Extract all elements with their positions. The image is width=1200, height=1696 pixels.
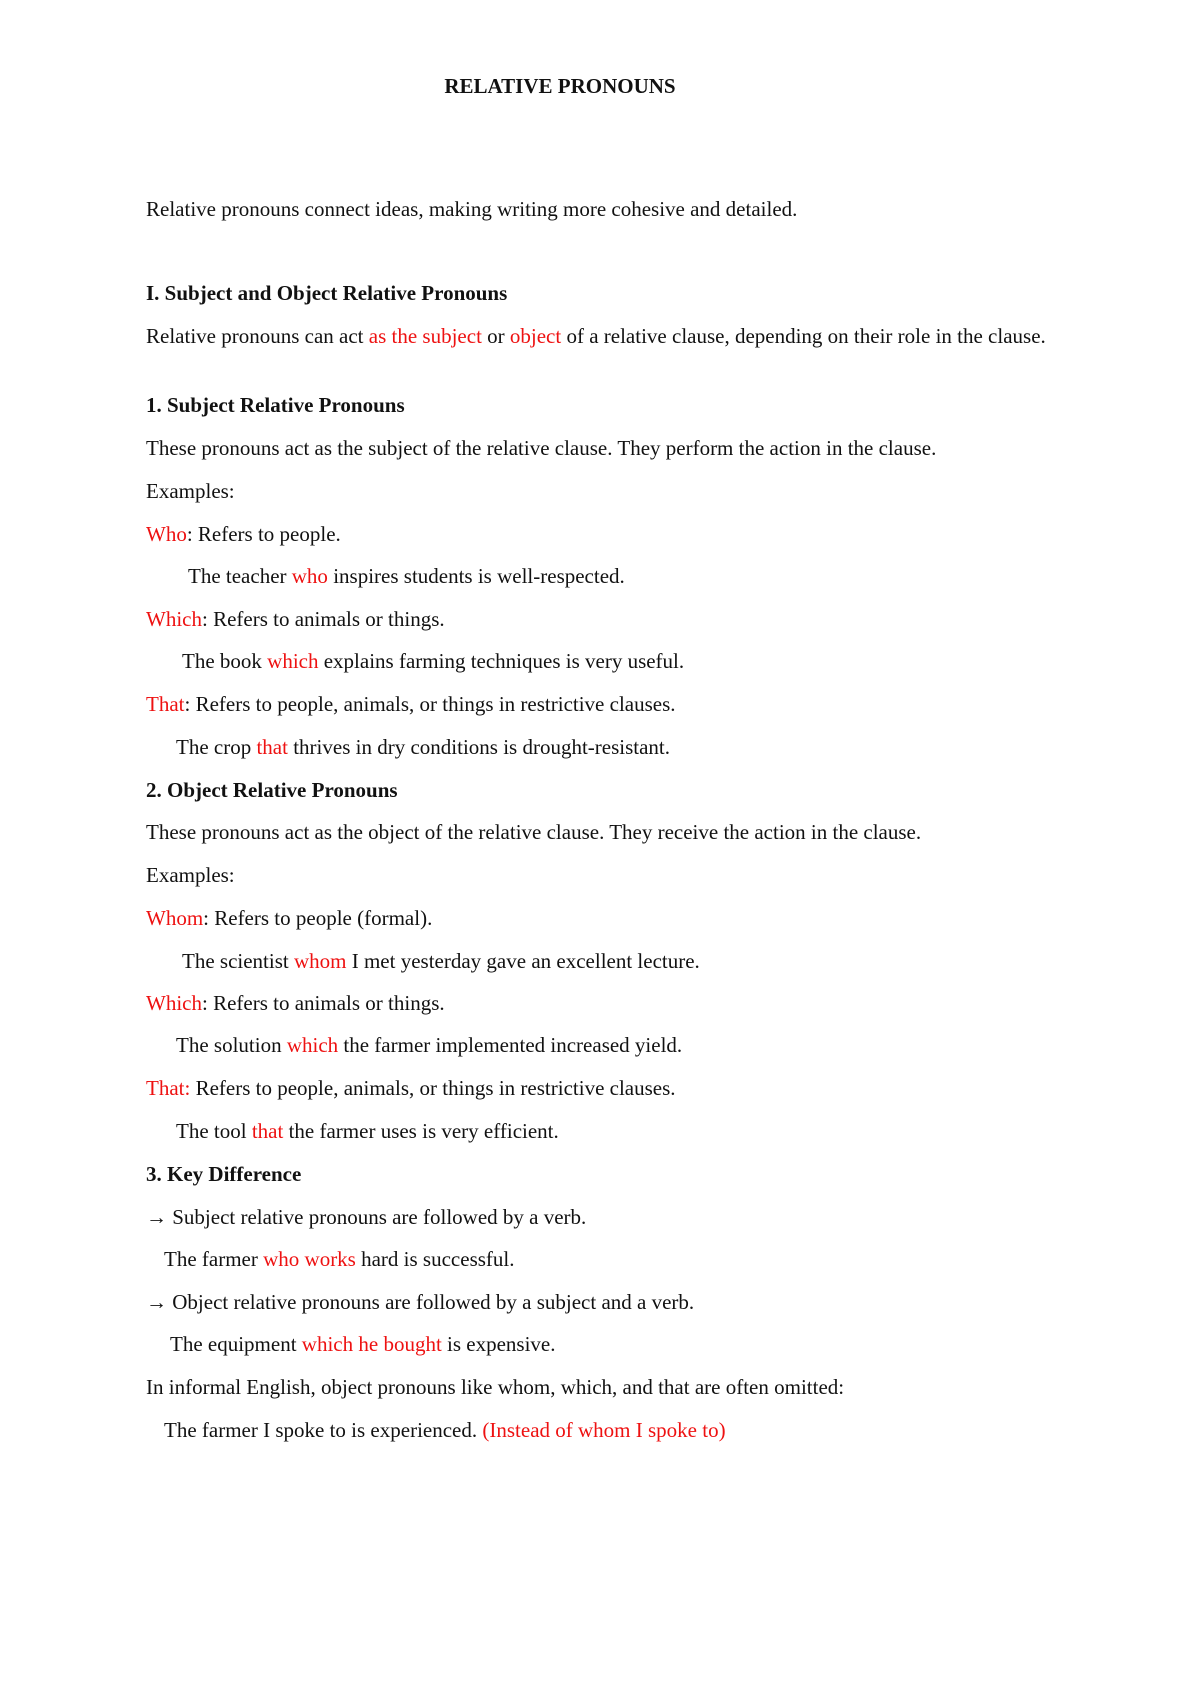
pronoun-term: Which — [146, 991, 202, 1015]
example-which — [182, 648, 1162, 674]
example-text: explains farming techniques is very useful. — [318, 649, 685, 673]
highlight-text: (Instead of whom I spoke to) — [482, 1418, 726, 1442]
example-text: I met yesterday gave an excellent lecture. — [346, 949, 700, 973]
pronoun-term: Which — [146, 607, 202, 631]
definition-who — [146, 521, 1126, 547]
examples-label: Examples: — [146, 863, 235, 887]
example-text: The tool — [176, 1119, 252, 1143]
highlight-text: that — [251, 1119, 284, 1143]
example-text: The solution — [176, 1033, 287, 1057]
example-text: is expensive. — [441, 1332, 556, 1356]
subheading-subject: 1. Subject Relative Pronouns — [146, 393, 405, 417]
example-text: The teacher — [188, 564, 292, 588]
pronoun-term: Whom — [146, 906, 204, 930]
definition-text: : Refers to animals or things. — [201, 991, 445, 1015]
definition-text: : Refers to people (formal). — [203, 906, 433, 930]
definition-that-object — [146, 1075, 1126, 1101]
definition-text: : Refers to animals or things. — [201, 607, 445, 631]
example-text: inspires students is well-respected. — [327, 564, 625, 588]
subject-description: These pronouns act as the subject of the relative clause. They perform the action in the clause. — [146, 436, 937, 460]
section-heading: I. Subject and Object Relative Pronouns — [146, 281, 508, 305]
example-whom — [182, 948, 1162, 974]
example-text: The farmer — [164, 1247, 264, 1271]
rule-object: → Object relative pronouns are followed by a subject and a verb. — [146, 1290, 695, 1314]
example-who — [188, 563, 1168, 589]
subheading-object: 2. Object Relative Pronouns — [146, 778, 398, 802]
example-that-object — [176, 1118, 1156, 1144]
highlight-text: which — [286, 1033, 339, 1057]
example-text: The farmer I spoke to is experienced. — [164, 1418, 483, 1442]
paragraph-text: Relative pronouns can act — [146, 324, 369, 348]
example-omitted — [164, 1417, 1144, 1443]
rule-subject: → Subject relative pronouns are followed by a verb. — [146, 1205, 587, 1229]
definition-text: Refers to people, animals, or things in restrictive clauses. — [190, 1076, 676, 1100]
highlight-text: object — [509, 324, 562, 348]
definition-whom — [146, 905, 1126, 931]
definition-text: : Refers to people. — [186, 522, 341, 546]
highlight-text: who — [291, 564, 328, 588]
object-description: These pronouns act as the object of the relative clause. They receive the action in the clause. — [146, 820, 922, 844]
definition-text: : Refers to people, animals, or things in restrictive clauses. — [184, 692, 676, 716]
example-text: The book — [182, 649, 268, 673]
example-text: The scientist — [182, 949, 294, 973]
example-that — [176, 734, 1156, 760]
intro-text: Relative pronouns connect ideas, making writing more cohesive and detailed. — [146, 197, 798, 221]
examples-label: Examples: — [146, 479, 235, 503]
highlight-text: which — [267, 649, 319, 673]
section-paragraph — [146, 323, 1126, 349]
example-text: The equipment — [170, 1332, 302, 1356]
example-text: the farmer implemented increased yield. — [338, 1033, 683, 1057]
highlight-text: that — [256, 735, 288, 759]
pronoun-term: That: — [146, 1076, 191, 1100]
example-text: the farmer uses is very efficient. — [283, 1119, 559, 1143]
example-subject-rule — [164, 1246, 1144, 1272]
example-object-rule — [170, 1331, 1150, 1357]
example-text: hard is successful. — [355, 1247, 515, 1271]
definition-which-object — [146, 990, 1126, 1016]
informal-note: In informal English, object pronouns like whom, which, and that are often omitted: — [146, 1375, 845, 1399]
example-which-object — [176, 1032, 1156, 1058]
document-title: RELATIVE PRONOUNS — [444, 74, 676, 98]
pronoun-term: Who — [146, 522, 187, 546]
highlight-text: who works — [263, 1247, 356, 1271]
highlight-text: which he bought — [301, 1332, 442, 1356]
paragraph-text: or — [481, 324, 510, 348]
example-text: The crop — [176, 735, 257, 759]
highlight-text: as the subject — [368, 324, 482, 348]
paragraph-text: of a relative clause, depending on their role in the clause. — [561, 324, 1046, 348]
definition-which — [146, 606, 1126, 632]
definition-that — [146, 691, 1126, 717]
subheading-key-difference: 3. Key Difference — [146, 1162, 302, 1186]
pronoun-term: That — [146, 692, 185, 716]
example-text: thrives in dry conditions is drought-resistant. — [287, 735, 671, 759]
highlight-text: whom — [293, 949, 347, 973]
